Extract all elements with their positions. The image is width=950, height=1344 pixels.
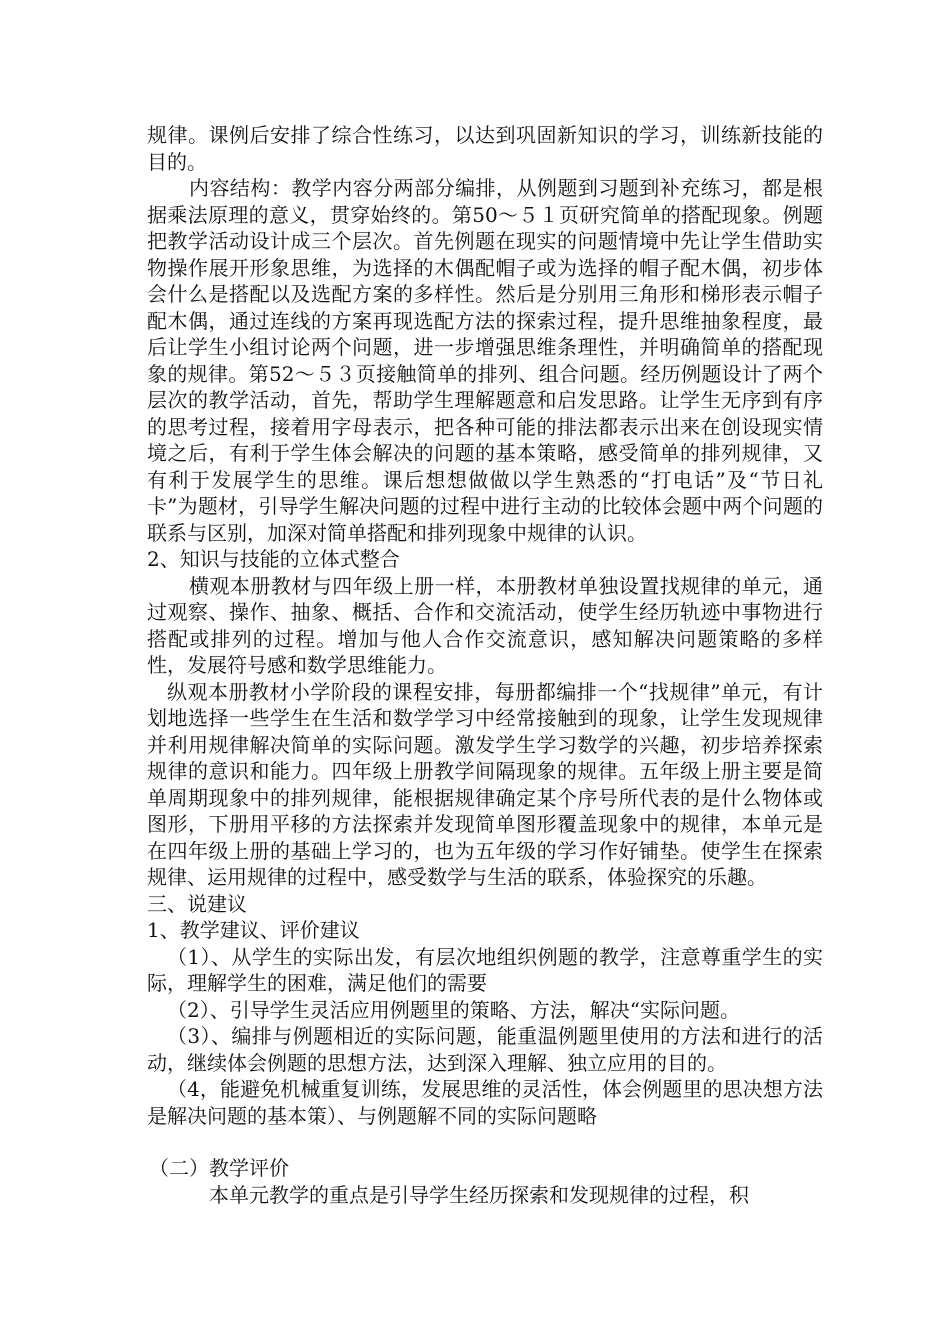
subsection-heading-teaching-evaluation: 1、教学建议、评价建议 (147, 918, 360, 942)
paragraph-assessment-focus: 本单元教学的重点是引导学生经历探索和发现规律的过程，积 (209, 1182, 749, 1207)
paragraph-intro-continuation: 规律。课例后安排了综合性练习，以达到巩固新知识的学习，训练新技能的目的。 (147, 123, 823, 174)
section-heading-suggestions: 三、说建议 (147, 891, 247, 916)
list-item-suggestion-3: （3）、编排与例题相近的实际问题，能重温例题里使用的方法和进行的活动，继续体会例题的思想方法，达到深入理解、独立应用的目的。 (147, 1024, 823, 1075)
section-heading-knowledge-integration: 2、知识与技能的立体式整合 (147, 547, 400, 571)
paragraph-vertical-view: 纵观本册教材小学阶段的课程安排，每册都编排一个“找规律”单元，有计划地选择一些学生在生活和数学学习中经常接触到的现象，让学生发现规律并利用规律解决简单的实际问题。激发学生学习数学的兴趣，初步培养探索规律的意识和能力。四年级上册教学间隔现象的规律。五年级上册主要是简单周期现象中的排列规律，能根据规律确定某个序号所代表的是什么物体或图形，下册用平移的方法探索并发现简单图形覆盖现象中的规律，本单元是在四年级上册的基础上学习的，也为五年级的学习作好铺垫。使学生在探索规律、运用规律的过程中，感受数学与生活的联系，体验探究的乐趣。 (147, 679, 823, 889)
list-item-suggestion-1: （1）、从学生的实际出发，有层次地组织例题的教学，注意尊重学生的实际，理解学生的困难，满足他们的需要 (147, 944, 823, 995)
document-body (147, 122, 823, 1208)
blank-line (147, 1129, 823, 1155)
list-item-suggestion-4: （4，能避免机械重复训练，发展思维的灵活性，体会例题里的思决想方法是解决问题的基本策）、与例题解不同的实际问题略 (147, 1077, 823, 1128)
list-item-suggestion-2: （2）、引导学生灵活应用例题里的策略、方法，解决“实际问题。 (167, 997, 740, 1022)
subsection-heading-teaching-assessment: （二）教学评价 (149, 1156, 289, 1180)
paragraph-horizontal-view: 横观本册教材与四年级上册一样，本册教材单独设置找规律的单元，通过观察、操作、抽象、概括、合作和交流活动，使学生经历轨迹中事物进行搭配或排列的过程。增加与他人合作交流意识，感知解决问题策略的多样性，发展符号感和数学思维能力。 (147, 573, 823, 677)
paragraph-content-structure: 内容结构：教学内容分两部分编排，从例题到习题到补充练习，都是根据乘法原理的意义，贯穿始终的。第50～５１页研究简单的搭配现象。例题把教学活动设计成三个层次。首先例题在现实的问题情境中先让学生借助实物操作展开形象思维，为选择的木偶配帽子或为选择的帽子配木偶，初步体会什么是搭配以及选配方案的多样性。然后是分别用三角形和梯形表示帽子配木偶，通过连线的方案再现选配方法的探索过程，提升思维抽象程度，最后让学生小组讨论两个问题，进一步增强思维条理性，并明确简单的搭配现象的规律。第52～５３页接触简单的排列、组合问题。经历例题设计了两个层次的教学活动，首先，帮助学生理解题意和启发思路。让学生无序到有序的思考过程，接着用字母表示，把各种可能的排法都表示出来在创设现实情境之后，有利于学生体会解决的问题的基本策略，感受简单的排列规律，又有利于发展学生的思维。课后想想做做以学生熟悉的“打电话”及“节日礼卡”为题材，引导学生解决问题的过程中进行主动的比较体会题中两个问题的联系与区别，加深对简单搭配和排列现象中规律的认识。 (147, 176, 823, 545)
